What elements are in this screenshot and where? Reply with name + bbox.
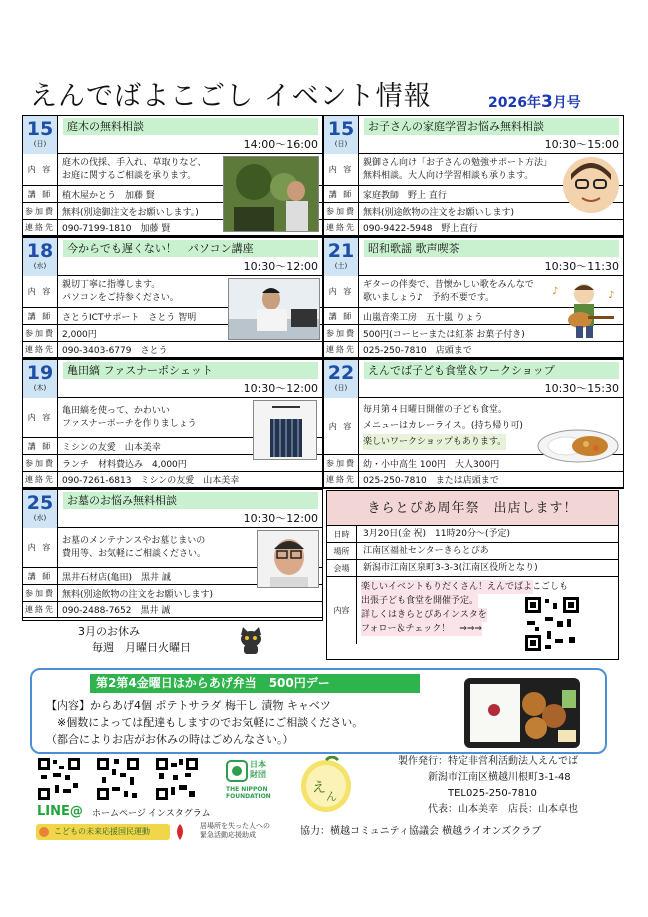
- event-teacher: さとうICTサポート さとう 智明: [62, 312, 197, 323]
- event-day: 21 (土): [324, 238, 359, 276]
- event-title: 今からでも遅くない！ パソコン講座: [63, 240, 318, 257]
- nippon-foundation-mark-icon: [226, 760, 248, 782]
- svg-text:え: え: [312, 780, 326, 796]
- event-content: 亀田縞を使って、かわいい ファスナーポーチを作りましょう: [62, 405, 197, 429]
- event-fee: 幼・小中高生 100円 大人300円: [363, 459, 500, 470]
- event-day: 25 (水): [23, 490, 58, 528]
- svg-text:ん: ん: [326, 790, 337, 803]
- event-fee: 無料(別途飲物の注文をお願いします): [363, 207, 515, 218]
- pc-class-photo: [228, 278, 320, 340]
- event-teacher: 山嵐音楽工房 五十嵐 りょう: [363, 312, 483, 323]
- nippon-foundation-logo: 日本 財団 THE NIPPON FOUNDATION: [226, 760, 271, 800]
- bento-banner: 第2第4金曜日はからあげ弁当 500円デー: [90, 674, 420, 693]
- gardener-photo: [223, 156, 319, 232]
- event-card-25-ohaka: 25 (水) お墓のお悩み無料相談 10:30〜12:00 内 容 お墓のメンテナンスやお墓じまいの 費用等、お気軽にご相談ください。 講 師 黒井石材店(亀田) 黒井 誠 参加費 無料(別途飲物の注文をお願いします) 連絡先 090-2488-7652 黒井 誠: [22, 489, 323, 621]
- kodomo-campaign-banner: こどもの未来応援国民運動: [36, 824, 170, 840]
- event-title: えんでば子ども食堂＆ワークショップ: [364, 362, 619, 379]
- event-teacher: 黒井石材店(亀田) 黒井 誠: [62, 572, 171, 583]
- homepage-qr-code[interactable]: [96, 757, 140, 801]
- event-card-15-study: 15 (日) お子さんの家庭学習お悩み無料相談 10:30〜15:00 内 容 親御さん向け「お子さんの勉強サポート方法」 無料相談。大人向け学習相談も承ります。 講 師 家庭教師 野上 直行 参加費 無料(別途飲物の注文をお願いします) 連絡先 090-9422-5948 野上直行: [323, 115, 624, 237]
- publisher-address: 新潟市江南区横越川根町3-1-48: [428, 772, 571, 783]
- kiratopia-content: 楽しいイベントもりだくさん！えんでばよこごしも 出張子ども食堂を開催予定。 詳しくはきらとぴあインスタを フォロー＆チェック！ ⇒⇒⇒: [361, 582, 569, 634]
- svg-text:♪: ♪: [608, 290, 615, 301]
- event-time: 14:00〜16:00: [243, 138, 318, 151]
- event-day: 15 (日): [324, 116, 359, 154]
- homepage-label: ホームページ: [92, 809, 146, 819]
- event-fee: 2,000円: [62, 329, 97, 340]
- event-title: 庭木の無料相談: [63, 118, 318, 135]
- event-title: 亀田縞 ファスナーポシェット: [63, 362, 318, 379]
- pochette-photo: [253, 400, 317, 460]
- event-content: 庭木の伐採、手入れ、草取りなど、 お庭に関するご相談を承ります。: [62, 157, 207, 181]
- karaage-bento-photo: [462, 676, 582, 750]
- red-feather-icon: [174, 823, 186, 841]
- event-fee: ランチ 材料費込み 4,000円: [62, 459, 187, 470]
- endeba-lemon-logo: [296, 756, 354, 814]
- guitar-player-illustration: [550, 280, 622, 340]
- kiratopia-date: 3月20日(金 祝) 11時20分〜(予定): [363, 529, 510, 539]
- event-time: 10:30〜12:00: [243, 382, 318, 395]
- event-contact: 090-3403-6779 さとう: [62, 346, 168, 356]
- stonemason-photo: [257, 530, 319, 588]
- event-teacher: 植木屋かとう 加藤 賢: [62, 190, 155, 201]
- cat-icon: [238, 625, 264, 655]
- event-contact: 090-7199-1810 加藤 賢: [62, 224, 171, 234]
- kiratopia-announcement: きらとぴあ周年祭 出店します！ 日時 3月20日(金 祝) 11時20分〜(予定) 場所 江南区福祉センターきらとぴあ 会場 新潟市江南区泉町3-3-3(江南区役所となり) 内容 楽しいイベントもりだくさん！えんでばよこごしも 出張子ども食堂を開催予定。 詳しくはきらとぴあインスタを フォロー＆チェック！ ⇒⇒⇒: [326, 490, 619, 660]
- publisher-tel: TEL025-250-7810: [448, 788, 537, 799]
- event-content: 親御さん向け「お子さんの勉強サポート方法」 無料相談。大人向け学習相談も承ります。: [363, 157, 553, 181]
- event-fee: 500円(コーヒーまたは紅茶 お菓子付き): [363, 329, 525, 340]
- publisher-rep: 代表：山本美幸 店長：山本卓也: [428, 804, 578, 815]
- ibasho-grant-text: 居場所を失った人への 緊急活動応援助成: [200, 822, 270, 839]
- event-time: 10:30〜15:30: [544, 382, 619, 395]
- kiratopia-place: 江南区福祉センターきらとぴあ: [363, 546, 489, 556]
- line-qr-code[interactable]: [37, 757, 81, 801]
- line-label: LINE@: [37, 804, 83, 819]
- event-card-15-niwaki: 15 (日) 庭木の無料相談 14:00〜16:00 内 容 庭木の伐採、手入れ、草取りなど、 お庭に関するご相談を承ります。 講 師 植木屋かとう 加藤 賢 参加費 無料(別途御注文をお願いします。) 連絡先 090-7199-1810 加藤 賢: [22, 115, 323, 237]
- event-contact: 025-250-7810 店頭まで: [363, 346, 472, 356]
- publisher-name: 製作発行：特定非営利活動法人えんでば: [398, 756, 578, 767]
- event-contact: 025-250-7810 または店頭まで: [363, 476, 499, 486]
- event-time: 10:30〜12:00: [243, 512, 318, 525]
- issue-suffix: 月号: [552, 95, 581, 111]
- holiday-days: 毎週 月曜日火曜日: [92, 641, 191, 654]
- event-fee: 無料(別途御注文をお願いします。): [62, 207, 199, 218]
- event-content: お墓のメンテナンスやお墓じまいの 費用等、お気軽にご相談ください。: [62, 535, 207, 559]
- event-card-18-pc: 18 (水) 今からでも遅くない！ パソコン講座 10:30〜12:00 内 容 親切丁寧に指導します。 パソコンをご持参ください。 講 師 さとうICTサポート さとう 智明 参加費 2,000円 連絡先 090-3403-6779 さとう: [22, 237, 323, 359]
- bento-promo-box: [30, 668, 607, 754]
- kiratopia-title: きらとぴあ周年祭 出店します！: [327, 491, 618, 526]
- event-contact: 090-2488-7652 黒井 誠: [62, 606, 171, 616]
- event-content: 親切丁寧に指導します。 パソコンをご持参ください。: [62, 279, 179, 303]
- event-time: 10:30〜11:30: [544, 260, 619, 273]
- event-title: お墓のお悩み無料相談: [63, 492, 318, 509]
- kodomo-logo-icon: [39, 827, 49, 837]
- teacher-illustration: [562, 156, 620, 214]
- event-day: 18 (水): [23, 238, 58, 276]
- page-title: えんでばよこごし イベント情報: [30, 81, 432, 112]
- event-teacher: 家庭教師 野上 直行: [363, 190, 447, 201]
- instagram-qr-code[interactable]: [155, 757, 199, 801]
- instagram-label: インスタグラム: [148, 809, 211, 819]
- event-day: 22 (日): [324, 360, 359, 398]
- event-title: お子さんの家庭学習お悩み無料相談: [364, 118, 619, 135]
- event-time: 10:30〜15:00: [544, 138, 619, 151]
- issue-year: 2026年: [488, 95, 541, 111]
- event-day: 19 (木): [23, 360, 58, 398]
- svg-text:♪: ♪: [552, 286, 559, 297]
- event-fee: 無料(別途飲物の注文をお願いします): [62, 589, 214, 600]
- kiratopia-qr-code[interactable]: [523, 595, 581, 653]
- issue-label: [488, 92, 581, 112]
- bento-details: 【内容】からあげ4個 ポテトサラダ 梅干し 漬物 キャベツ ※個数によっては配達もしますのでお気軽にご相談ください。 （都合によりお店がお休みの時はごめんなさい。）: [46, 699, 364, 746]
- kiratopia-venue: 新潟市江南区泉町3-3-3(江南区役所となり): [363, 563, 538, 573]
- publisher-info: [398, 754, 578, 818]
- event-time: 10:30〜12:00: [243, 260, 318, 273]
- event-content: 毎月第４日曜日開催の子ども食堂。 メニューはカレーライス。(持ち帰り可) 楽しいワークショップもあります。: [359, 398, 623, 454]
- event-day: 15 (日): [23, 116, 58, 154]
- event-card-19-pochette: 19 (木) 亀田縞 ファスナーポシェット 10:30〜12:00 内 容 亀田縞を使って、かわいい ファスナーポーチを作りましょう 講 師 ミシンの友愛 山本美幸 参加費 ランチ 材料費込み 4,000円 連絡先 090-7261-6813 ミシンの友愛 山本美幸: [22, 359, 323, 489]
- event-contact: 090-7261-6813 ミシンの友愛 山本美幸: [62, 476, 240, 486]
- event-card-21-kayou: 21 (土) 昭和歌謡 歌声喫茶 10:30〜11:30 内 容 ギターの伴奏で、昔懐かしい歌をみんなで 歌いましょう♪ 予約不要です。 講 師 山嵐音楽工房 五十嵐 りょう 参加費 500円(コーヒーまたは紅茶 お菓子付き) 連絡先 025-250-7810 店頭まで ♪ ♪: [323, 237, 624, 359]
- holiday-notice: [78, 624, 191, 656]
- event-card-22-shokudo: 22 (日) えんでば子ども食堂＆ワークショップ 10:30〜15:30 内 容 毎月第４日曜日開催の子ども食堂。 メニューはカレーライス。(持ち帰り可) 楽しいワークショップもあります。 参加費 幼・小中高生 100円 大人300円 連絡先 025-250-7810 または店頭まで: [323, 359, 624, 489]
- event-title: 昭和歌謡 歌声喫茶: [364, 240, 619, 257]
- cooperation-text: 協力：横越コミュニティ協議会 横越ライオンズクラブ: [300, 826, 542, 837]
- holiday-title: 3月のお休み: [78, 625, 140, 638]
- event-teacher: ミシンの友愛 山本美幸: [62, 442, 161, 453]
- event-content: ギターの伴奏で、昔懐かしい歌をみんなで 歌いましょう♪ 予約不要です。: [363, 279, 534, 303]
- event-contact: 090-9422-5948 野上直行: [363, 224, 478, 234]
- issue-month: 3: [540, 92, 553, 112]
- curry-illustration: [536, 424, 620, 464]
